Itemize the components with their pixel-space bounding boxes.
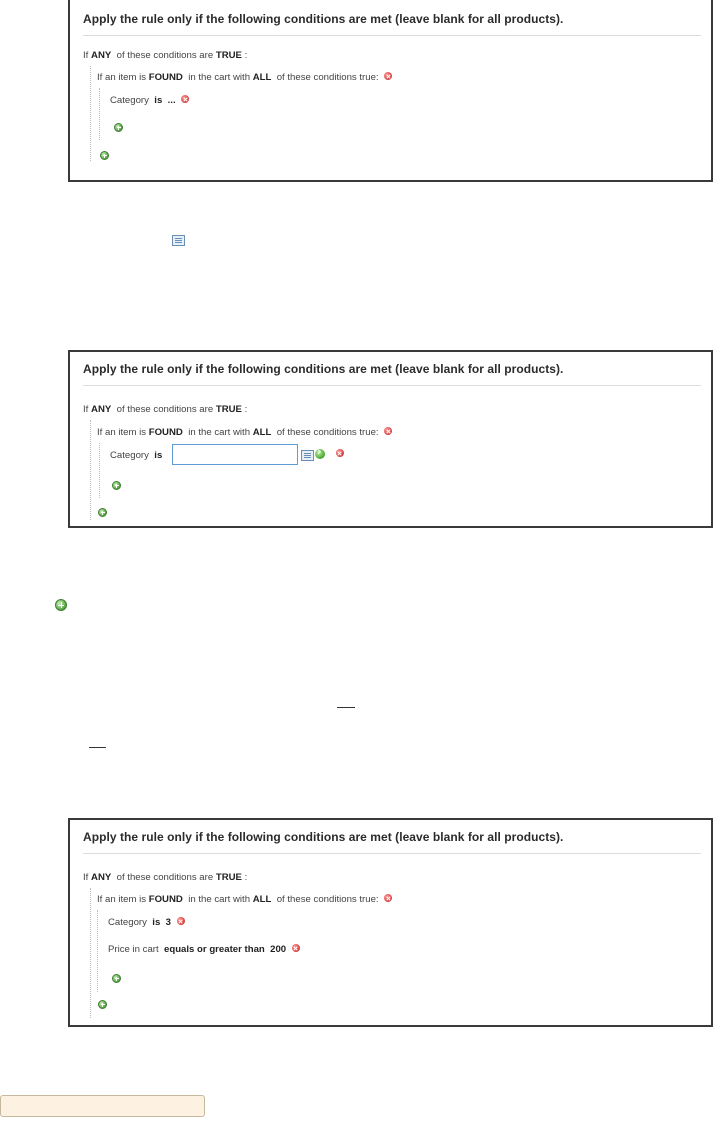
category-value-input[interactable]	[172, 444, 298, 465]
found-condition-line	[97, 72, 392, 83]
panel-title: Apply the rule only if the following conditions are met (leave blank for all products).	[83, 362, 564, 376]
add-icon[interactable]	[100, 151, 109, 160]
category-label: Category	[110, 450, 149, 461]
conditions-panel-1	[68, 0, 713, 182]
value-ellipsis[interactable]: ...	[167, 95, 176, 106]
if-label: If	[83, 50, 89, 61]
found-suffix: of these conditions true:	[276, 427, 379, 438]
chooser-icon[interactable]	[172, 235, 185, 246]
category-value[interactable]: 3	[165, 917, 171, 928]
category-condition-line	[108, 917, 185, 928]
found-prefix: If an item is	[97, 427, 147, 438]
category-condition-line	[110, 95, 189, 106]
found-condition-line	[97, 894, 392, 905]
found-prefix: If an item is	[97, 72, 147, 83]
action-button[interactable]	[0, 1095, 205, 1117]
operator-is[interactable]: is	[152, 917, 161, 928]
colon: :	[244, 872, 248, 883]
remove-icon[interactable]	[384, 72, 392, 80]
found-prefix: If an item is	[97, 894, 147, 905]
remove-icon[interactable]	[336, 449, 344, 457]
found-suffix: of these conditions true:	[276, 72, 379, 83]
divider	[83, 385, 701, 386]
operator-is[interactable]: is	[154, 95, 163, 106]
value-true[interactable]: TRUE	[215, 50, 242, 61]
conditions-panel-2	[68, 350, 713, 528]
divider	[83, 35, 701, 36]
tree-line-outer	[90, 420, 91, 520]
value-true[interactable]: TRUE	[215, 404, 242, 415]
aggregator-any[interactable]: ANY	[91, 872, 112, 883]
add-icon[interactable]	[98, 508, 107, 517]
remove-icon[interactable]	[292, 944, 300, 952]
any-condition-line	[83, 872, 247, 883]
add-icon[interactable]	[98, 1000, 107, 1009]
any-condition-line	[83, 50, 247, 61]
apply-icon[interactable]	[315, 449, 325, 459]
of-these-label: of these conditions are	[116, 872, 214, 883]
value-found[interactable]: FOUND	[148, 894, 183, 905]
aggregator-all[interactable]: ALL	[252, 72, 272, 83]
remove-icon[interactable]	[384, 894, 392, 902]
price-label: Price in cart	[108, 944, 159, 955]
of-these-label: of these conditions are	[116, 50, 214, 61]
remove-icon[interactable]	[181, 95, 189, 103]
price-value[interactable]: 200	[270, 944, 287, 955]
tree-line-inner	[97, 910, 98, 992]
aggregator-any[interactable]: ANY	[91, 404, 112, 415]
price-condition-line	[108, 944, 300, 955]
add-icon[interactable]	[55, 599, 67, 611]
if-label: If	[83, 872, 89, 883]
divider	[83, 853, 701, 854]
of-these-label: of these conditions are	[116, 404, 214, 415]
underline-mark	[89, 747, 106, 748]
value-true[interactable]: TRUE	[215, 872, 242, 883]
remove-icon[interactable]	[177, 917, 185, 925]
operator-is[interactable]: is	[154, 450, 163, 461]
tree-line-inner	[99, 443, 100, 498]
price-operator[interactable]: equals or greater than	[164, 944, 265, 955]
tree-line-outer	[90, 66, 91, 161]
aggregator-any[interactable]: ANY	[91, 50, 112, 61]
colon: :	[244, 50, 248, 61]
add-icon[interactable]	[112, 974, 121, 983]
value-found[interactable]: FOUND	[148, 72, 183, 83]
category-condition-line	[110, 450, 162, 461]
any-condition-line	[83, 404, 247, 415]
found-suffix: of these conditions true:	[276, 894, 379, 905]
found-middle: in the cart with	[188, 894, 251, 905]
aggregator-all[interactable]: ALL	[252, 894, 272, 905]
tree-line-inner	[99, 88, 100, 140]
panel-title: Apply the rule only if the following conditions are met (leave blank for all products).	[83, 12, 564, 26]
input-actions	[315, 449, 344, 460]
add-icon[interactable]	[112, 481, 121, 490]
add-icon[interactable]	[114, 123, 123, 132]
value-found[interactable]: FOUND	[148, 427, 183, 438]
tree-line-outer	[90, 888, 91, 1018]
category-label: Category	[110, 95, 149, 106]
if-label: If	[83, 404, 89, 415]
chooser-icon[interactable]	[301, 450, 314, 461]
found-middle: in the cart with	[188, 72, 251, 83]
conditions-panel-3	[68, 818, 713, 1027]
colon: :	[244, 404, 248, 415]
remove-icon[interactable]	[384, 427, 392, 435]
aggregator-all[interactable]: ALL	[252, 427, 272, 438]
found-middle: in the cart with	[188, 427, 251, 438]
category-label: Category	[108, 917, 147, 928]
found-condition-line	[97, 427, 392, 438]
panel-title: Apply the rule only if the following conditions are met (leave blank for all products).	[83, 830, 564, 844]
underline-mark	[337, 707, 355, 708]
